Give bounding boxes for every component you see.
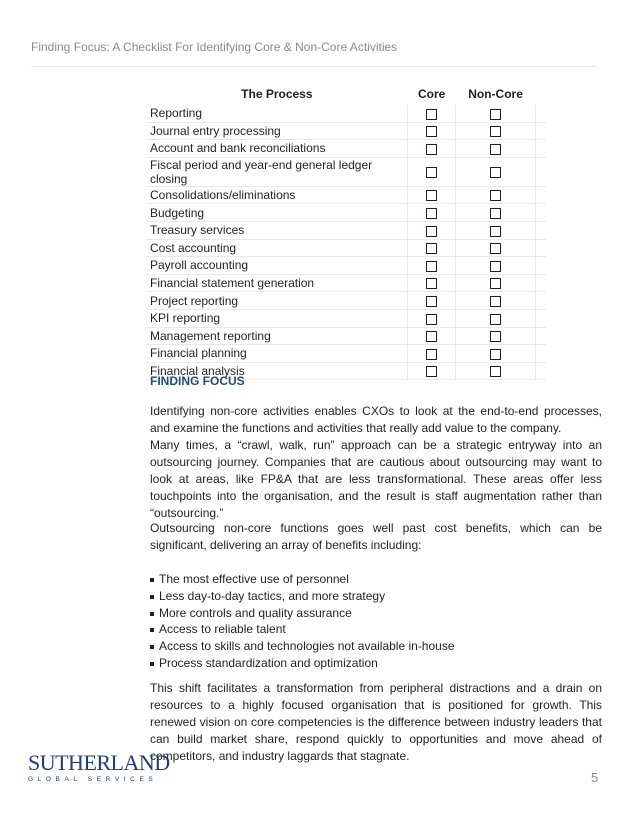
table-row — [146, 345, 546, 363]
noncore-checkbox[interactable] — [490, 226, 501, 237]
noncore-cell — [456, 204, 536, 222]
core-checkbox[interactable] — [426, 226, 437, 237]
logo-subtitle: GLOBAL SERVICES — [28, 776, 158, 783]
core-cell — [408, 204, 456, 222]
process-label: Project reporting — [146, 292, 408, 310]
header-process: The Process — [241, 87, 313, 101]
core-cell — [408, 157, 456, 186]
process-label: Fiscal period and year-end general ledger closing — [146, 157, 408, 186]
noncore-checkbox[interactable] — [490, 261, 501, 272]
list-item-text: Access to reliable talent — [159, 622, 286, 637]
header-divider — [31, 66, 597, 67]
noncore-cell — [456, 140, 536, 158]
process-label: Payroll accounting — [146, 257, 408, 275]
process-label: Reporting — [146, 105, 408, 122]
table-row — [146, 122, 546, 140]
table-row — [146, 239, 546, 257]
square-bullet-icon — [150, 612, 154, 616]
noncore-cell — [456, 257, 536, 275]
sutherland-logo — [28, 752, 170, 783]
benefits-intro-paragraph: Outsourcing non-core functions goes well past cost benefits, which can be significant, delivering an array of benefits including: — [150, 521, 602, 552]
table-row — [146, 327, 546, 345]
noncore-cell — [456, 345, 536, 363]
core-cell — [408, 274, 456, 292]
table-row — [146, 157, 546, 186]
list-item-text: Access to skills and technologies not available in-house — [159, 639, 455, 654]
checklist-rows — [146, 105, 546, 380]
noncore-cell — [456, 274, 536, 292]
table-row — [146, 204, 546, 222]
core-checkbox[interactable] — [426, 261, 437, 272]
process-checklist-table — [146, 83, 546, 380]
core-cell — [408, 309, 456, 327]
paragraph-1b: Many times, a “crawl, walk, run” approach can be a strategic entryway into an outsourcing journey. Companies that are cautious about outsourcing may want to look at areas, like FP&A that are less transformational. These areas offer less touchpoints into the organisation, and the result is staff augmentation rather than “outsourcing.” — [150, 438, 602, 520]
page-number: 5 — [591, 770, 599, 785]
list-item — [150, 588, 455, 605]
process-label: Management reporting — [146, 327, 408, 345]
section-heading: FINDING FOCUS — [150, 374, 245, 388]
square-bullet-icon — [150, 628, 154, 632]
noncore-checkbox[interactable] — [490, 208, 501, 219]
core-cell — [408, 257, 456, 275]
paragraph-1: Identifying non-core activities enables CXOs to look at the end-to-end processes, and examine the functions and activities that really add value to the company. — [150, 404, 602, 435]
core-cell — [408, 122, 456, 140]
core-checkbox[interactable] — [426, 144, 437, 155]
table-row — [146, 105, 546, 122]
noncore-checkbox[interactable] — [490, 366, 501, 377]
list-item — [150, 621, 455, 638]
core-checkbox[interactable] — [426, 296, 437, 307]
square-bullet-icon — [150, 595, 154, 599]
noncore-cell — [456, 309, 536, 327]
noncore-checkbox[interactable] — [490, 167, 501, 178]
square-bullet-icon — [150, 578, 154, 582]
core-cell — [408, 105, 456, 122]
noncore-checkbox[interactable] — [490, 278, 501, 289]
noncore-checkbox[interactable] — [490, 349, 501, 360]
core-checkbox[interactable] — [426, 190, 437, 201]
process-label: Financial statement generation — [146, 274, 408, 292]
noncore-cell — [456, 239, 536, 257]
core-cell — [408, 327, 456, 345]
core-checkbox[interactable] — [426, 126, 437, 137]
noncore-checkbox[interactable] — [490, 296, 501, 307]
process-label: Budgeting — [146, 204, 408, 222]
core-checkbox[interactable] — [426, 366, 437, 377]
list-item — [150, 655, 455, 672]
table-row — [146, 274, 546, 292]
core-cell — [408, 292, 456, 310]
core-checkbox[interactable] — [426, 208, 437, 219]
noncore-cell — [456, 122, 536, 140]
square-bullet-icon — [150, 645, 154, 649]
process-label: Journal entry processing — [146, 122, 408, 140]
noncore-checkbox[interactable] — [490, 331, 501, 342]
noncore-cell — [456, 105, 536, 122]
list-item-text: More controls and quality assurance — [159, 605, 352, 620]
table-row — [146, 186, 546, 204]
process-label: Financial planning — [146, 345, 408, 363]
intro-paragraph — [150, 403, 602, 522]
list-item — [150, 605, 455, 622]
table-row — [146, 140, 546, 158]
benefits-list — [150, 571, 455, 672]
noncore-checkbox[interactable] — [490, 314, 501, 325]
list-item — [150, 571, 455, 588]
list-item-text: The most effective use of personnel — [159, 572, 349, 586]
core-checkbox[interactable] — [426, 278, 437, 289]
header-noncore: Non-Core — [468, 87, 523, 101]
noncore-cell — [456, 327, 536, 345]
list-item — [150, 638, 455, 655]
core-checkbox[interactable] — [426, 331, 437, 342]
core-cell — [408, 140, 456, 158]
core-cell — [408, 221, 456, 239]
noncore-checkbox[interactable] — [490, 243, 501, 254]
noncore-cell — [456, 186, 536, 204]
core-checkbox[interactable] — [426, 349, 437, 360]
core-cell — [408, 345, 456, 363]
list-item-text: Process standardization and optimization — [159, 655, 378, 670]
table-row — [146, 292, 546, 310]
core-cell — [408, 186, 456, 204]
process-label: Consolidations/eliminations — [146, 186, 408, 204]
process-label: Treasury services — [146, 221, 408, 239]
process-label: Cost accounting — [146, 239, 408, 257]
core-cell — [408, 239, 456, 257]
logo-name: SUTHERLAND — [28, 750, 170, 775]
core-checkbox[interactable] — [426, 109, 437, 120]
table-row — [146, 257, 546, 275]
list-item-text: Less day-to-day tactics, and more strategy — [159, 588, 386, 603]
process-label: Account and bank reconciliations — [146, 140, 408, 158]
core-checkbox[interactable] — [426, 167, 437, 178]
square-bullet-icon — [150, 662, 154, 666]
table-row — [146, 309, 546, 327]
page-header-title: Finding Focus: A Checklist For Identifying Core & Non-Core Activities — [31, 40, 398, 54]
header-core: Core — [418, 87, 446, 101]
noncore-checkbox[interactable] — [490, 109, 501, 120]
core-cell — [408, 362, 456, 380]
noncore-cell — [456, 157, 536, 186]
table-row — [146, 221, 546, 239]
noncore-checkbox[interactable] — [490, 144, 501, 155]
process-label: Financial analysis — [146, 362, 408, 380]
noncore-checkbox[interactable] — [490, 190, 501, 201]
process-label: KPI reporting — [146, 309, 408, 327]
noncore-cell — [456, 292, 536, 310]
noncore-cell — [456, 362, 536, 380]
core-checkbox[interactable] — [426, 314, 437, 325]
closing-paragraph: This shift facilitates a transformation from peripheral distractions and a drain on resources to a highly focused organisation that is positioned for growth. This renewed vision on core competencies is the difference between industry leaders that can build market share, respond quickly to opportunities and move ahead of competitors, and industry laggards that stagnate. — [150, 681, 602, 763]
noncore-checkbox[interactable] — [490, 126, 501, 137]
core-checkbox[interactable] — [426, 243, 437, 254]
noncore-cell — [456, 221, 536, 239]
